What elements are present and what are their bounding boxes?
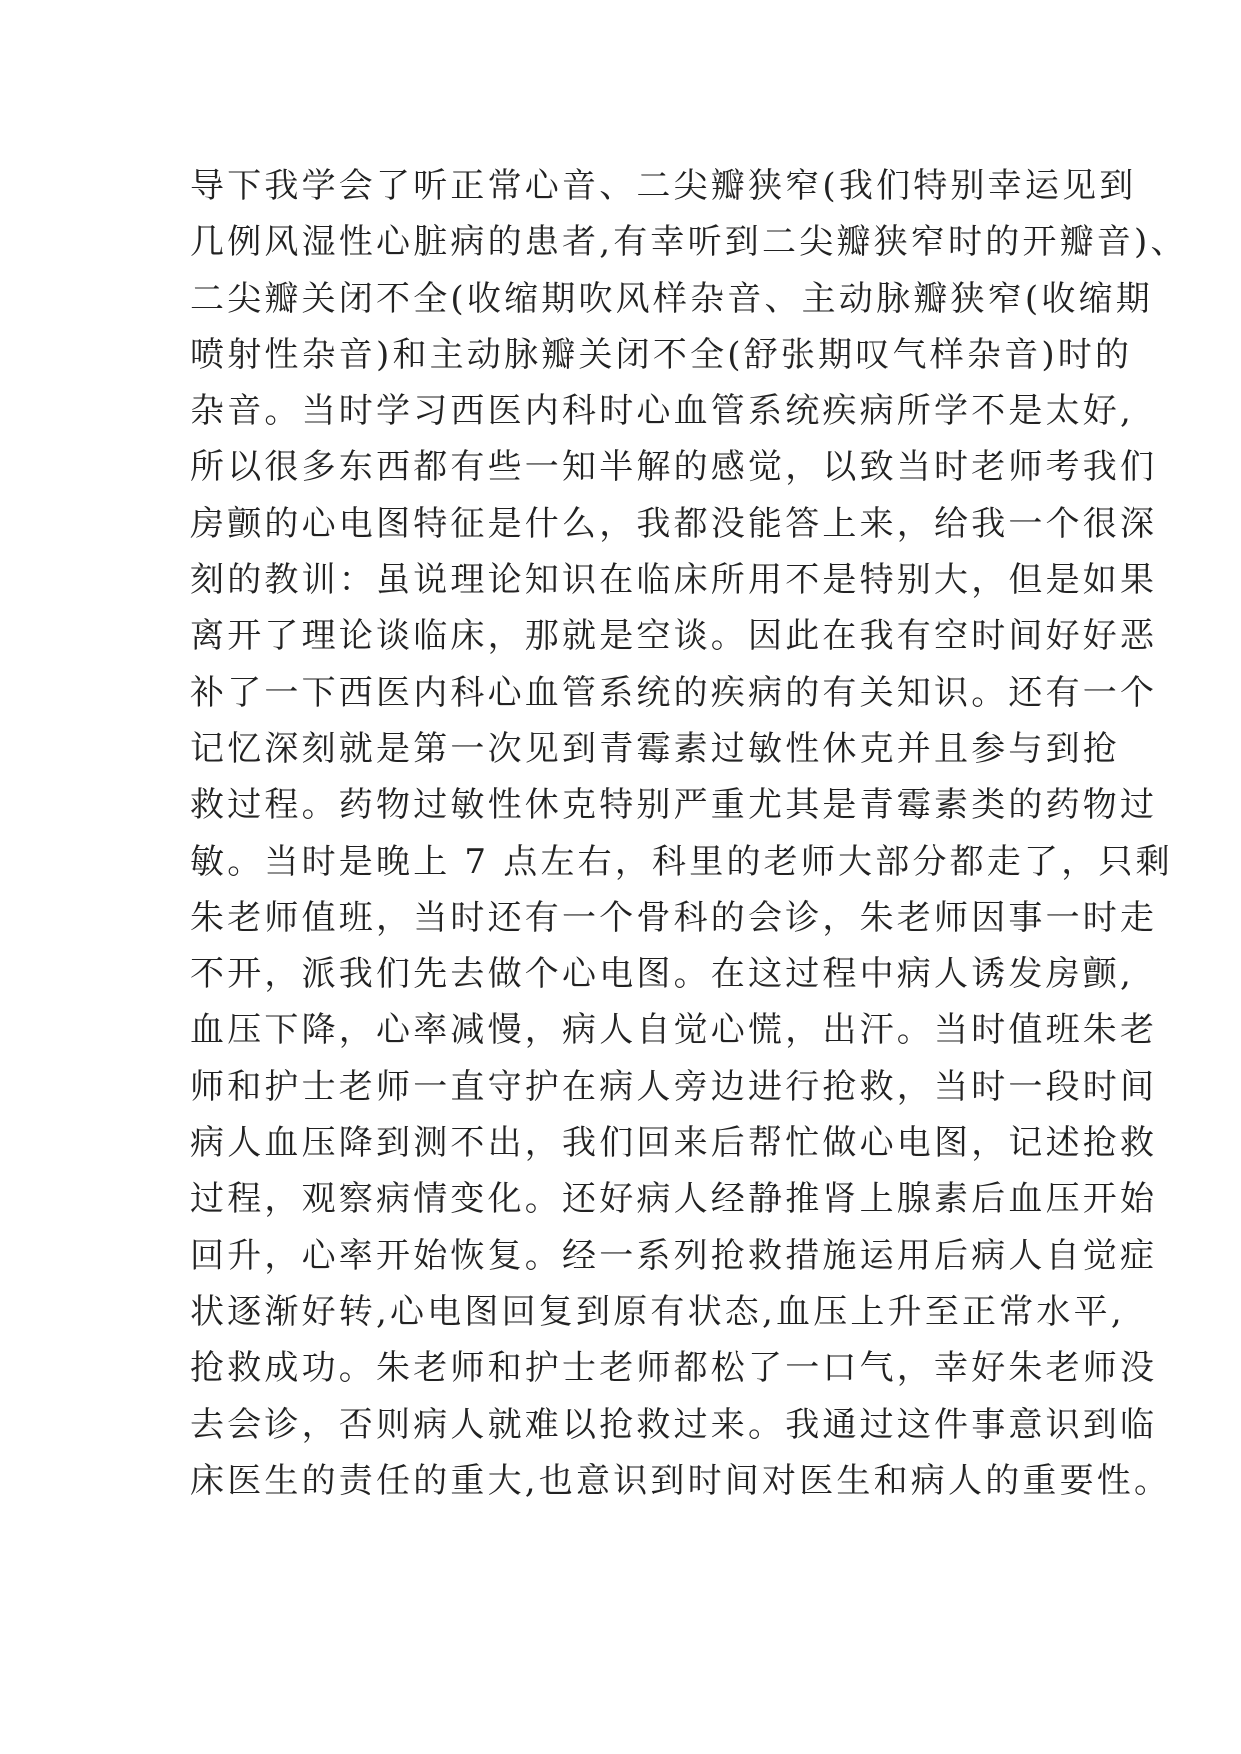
text-line: 喷射性杂音)和主动脉瓣关闭不全(舒张期叹气样杂音)时的 bbox=[190, 334, 1133, 375]
text-line: 朱老师值班，当时还有一个骨科的会诊，朱老师因事一时走 bbox=[190, 897, 1158, 938]
text-line: 救过程。药物过敏性休克特别严重尤其是青霉素类的药物过 bbox=[190, 785, 1158, 826]
text-line: 几例风湿性心脏病的患者,有幸听到二尖瓣狭窄时的开瓣音)、 bbox=[190, 222, 1188, 263]
text-line: 房颤的心电图特征是什么，我都没能答上来，给我一个很深 bbox=[190, 503, 1158, 544]
text-line: 敏。当时是晚上 7 点左右，科里的老师大部分都走了，只剩 bbox=[190, 841, 1173, 882]
text-line: 补了一下西医内科心血管系统的疾病的有关知识。还有一个 bbox=[190, 672, 1158, 713]
text-line: 记忆深刻就是第一次见到青霉素过敏性休克并且参与到抢 bbox=[190, 728, 1120, 769]
text-line: 刻的教训：虽说理论知识在临床所用不是特别大，但是如果 bbox=[190, 560, 1158, 601]
text-line: 血压下降，心率减慢，病人自觉心慌，出汗。当时值班朱老 bbox=[190, 1010, 1158, 1051]
text-line: 去会诊，否则病人就难以抢救过来。我通过这件事意识到临 bbox=[190, 1404, 1158, 1445]
text-line: 杂音。当时学习西医内科时心血管系统疾病所学不是太好, bbox=[190, 391, 1135, 432]
text-line: 师和护士老师一直守护在病人旁边进行抢救，当时一段时间 bbox=[190, 1066, 1158, 1107]
text-line: 导下我学会了听正常心音、二尖瓣狭窄(我们特别幸运见到 bbox=[190, 166, 1137, 206]
text-line: 床医生的责任的重大,也意识到时间对医生和病人的重要性。 bbox=[190, 1460, 1172, 1501]
text-line: 病人血压降到测不出，我们回来后帮忙做心电图，记述抢救 bbox=[190, 1123, 1158, 1164]
text-line: 过程，观察病情变化。还好病人经静推肾上腺素后血压开始 bbox=[190, 1179, 1158, 1220]
text-line: 二尖瓣关闭不全(收缩期吹风样杂音、主动脉瓣狭窄(收缩期 bbox=[190, 278, 1153, 319]
text-line: 离开了理论谈临床，那就是空谈。因此在我有空时间好好恶 bbox=[190, 616, 1158, 657]
text-line: 抢救成功。朱老师和护士老师都松了一口气，幸好朱老师没 bbox=[190, 1348, 1158, 1389]
text-line: 回升，心率开始恢复。经一系列抢救措施运用后病人自觉症 bbox=[190, 1235, 1158, 1276]
text-line: 所以很多东西都有些一知半解的感觉，以致当时老师考我们 bbox=[190, 447, 1158, 488]
body-text bbox=[190, 158, 1188, 1509]
text-line: 状逐渐好转,心电图回复到原有状态,血压上升至正常水平, bbox=[190, 1291, 1125, 1332]
text-line: 不开，派我们先去做个心电图。在这过程中病人诱发房颤, bbox=[190, 954, 1135, 995]
